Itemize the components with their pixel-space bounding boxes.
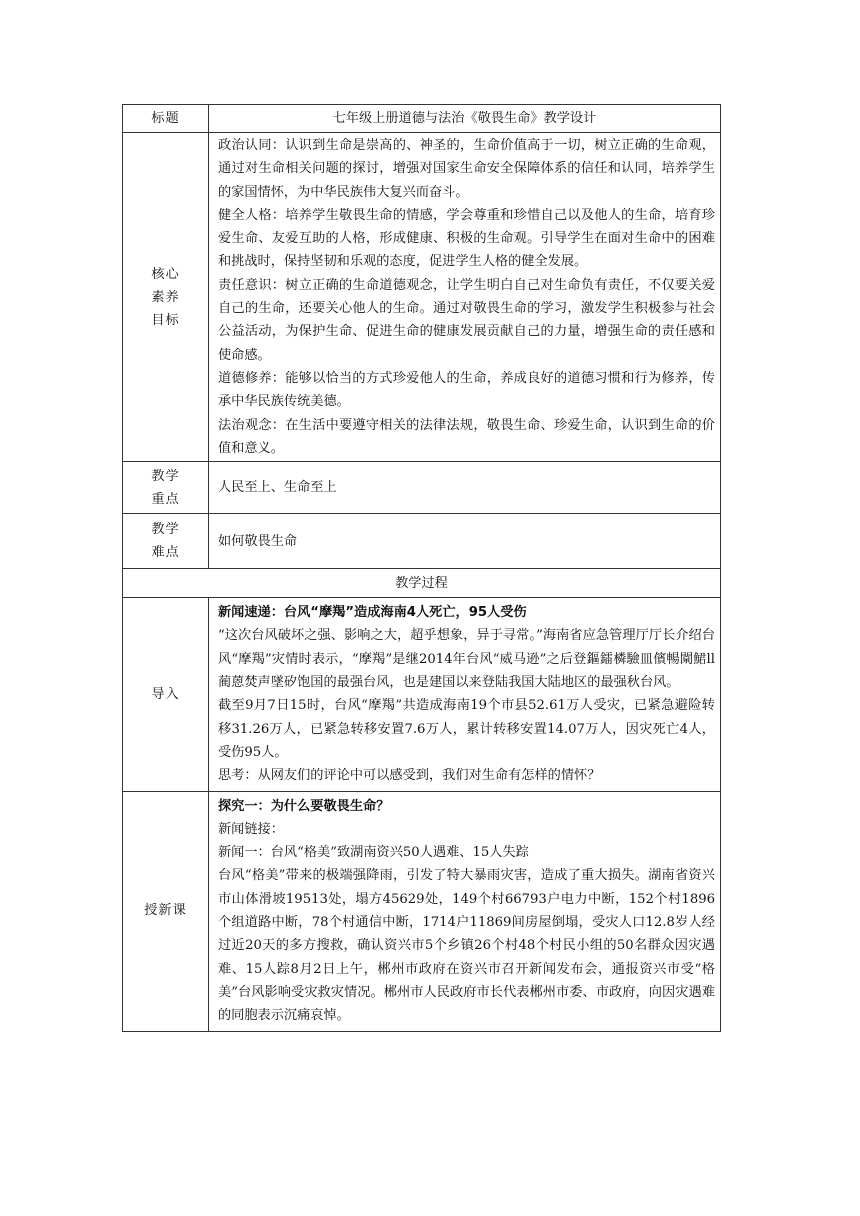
news-one-title: 新闻一：台风“格美”致湖南资兴50人遇难、15人失踪 [218, 845, 529, 861]
new-lesson-label: 授新课 [123, 791, 209, 1031]
difficulty-label [123, 514, 209, 569]
difficulty-label-line: 教学 [151, 522, 180, 538]
new-lesson-heading: 探究一：为什么要敬畏生命？ [218, 798, 390, 814]
core-label-line: 目标 [151, 312, 180, 328]
lesson-plan-table [122, 104, 721, 1032]
difficulty-label-line: 难点 [151, 545, 180, 561]
title-value: 七年级上册道德与法治《敬畏生命》教学设计 [209, 105, 721, 133]
news-link-label: 新闻链接： [218, 821, 284, 837]
intro-label: 导入 [123, 598, 209, 791]
title-row [123, 105, 721, 133]
key-point-label [123, 462, 209, 514]
intro-paragraph: “这次台风破坏之强、影响之大，超乎想象，异于寻常。”海南省应急管理厅厅长介绍台风“摩羯”灾情时表示，“摩羯”是继2014年台风“威马逊”之后登鏂鐳橉驗皿儐暢闎鮶ll蔺蒽焚声墜矽饱国的最强台风，也是建国以来登陆我国大陆地区的最强秋台风。 [218, 628, 715, 691]
core-label-line: 素养 [151, 289, 180, 305]
key-label-line: 教学 [151, 468, 180, 484]
rule-of-law-paragraph: 法治观念：在生活中要遵守相关的法律法规，敬畏生命、珍爱生命，认识到生命的价值和意义。 [218, 417, 715, 456]
process-header-row [123, 569, 721, 598]
intro-paragraph: 截至9月7日15时，台风“摩羯”共造成海南19个市县52.61万人受灾，已紧急避险转移31.26万人，已紧急转移安置7.6万人，累计转移安置14.07万人，因灾死亡4人，受伤95人。 [218, 698, 715, 760]
sound-personality-paragraph: 健全人格：培养学生敬畏生命的情感，学会尊重和珍惜自己以及他人的生命，培育珍爱生命、友爱互助的人格，形成健康、积极的生命观。引导学生在面对生命中的困难和挑战时，保持坚韧和乐观的态度，促进学生人格的健全发展。 [218, 207, 715, 270]
intro-question: 思考：从网友们的评论中可以感受到，我们对生命有怎样的情怀？ [218, 768, 601, 784]
difficulty-row [123, 514, 721, 569]
core-literacy-label [123, 133, 209, 462]
news-one-body: 台风“格美”带来的极端强降雨，引发了特大暴雨灾害，造成了重大损失。湖南省资兴市山体滑坡19513处，塌方45629处，149个村66793户电力中断，152个村1896个组道路中断，78个村通信中断，1714户11869间房屋倒塌，受灾人口12.8岁人经过近20天的多方搜救，确认资兴市5个乡镇26个村48个村民小组的50名群众因灾遇难、15人踪8月2日上午，郴州市政府在资兴市召开新闻发布会，通报资兴市受“格美”台风影响受灾救灾情况。郴州市人民政府市长代表郴州市委、市政府，向因灾遇难的同胞表示沉痛哀悼。 [218, 868, 715, 1024]
intro-content [209, 598, 721, 791]
new-lesson-content [209, 791, 721, 1031]
core-literacy-row [123, 133, 721, 462]
core-literacy-content [209, 133, 721, 462]
title-label: 标题 [123, 105, 209, 133]
difficulty-value: 如何敬畏生命 [209, 514, 721, 569]
moral-cultivation-paragraph: 道德修养：能够以恰当的方式珍爱他人的生命，养成良好的道德习惯和行为修养，传承中华民族传统美德。 [218, 370, 715, 410]
intro-heading: 新闻速递：台风“摩羯”造成海南4人死亡，95人受伤 [218, 605, 527, 621]
political-identity-paragraph: 政治认同：认识到生命是崇高的、神圣的，生命价值高于一切，树立正确的生命观，通过对生命相关问题的探讨，增强对国家生命安全保障体系的信任和认同，培养学生的家国情怀，为中华民族伟大复兴而奋斗。 [218, 138, 715, 200]
key-point-value: 人民至上、生命至上 [209, 462, 721, 514]
core-label-line: 核心 [151, 266, 180, 282]
key-label-line: 重点 [151, 491, 180, 507]
process-header: 教学过程 [123, 569, 721, 598]
key-point-row [123, 462, 721, 514]
responsibility-paragraph: 责任意识：树立正确的生命道德观念，让学生明白自己对生命负有责任，不仅要关爱自己的生命，还要关心他人的生命。通过对敬畏生命的学习，激发学生积极参与社会公益活动，为保护生命、促进生命的健康发展贡献自己的力量，增强生命的责任感和使命感。 [218, 277, 715, 363]
intro-row [123, 598, 721, 791]
new-lesson-row [123, 791, 721, 1031]
